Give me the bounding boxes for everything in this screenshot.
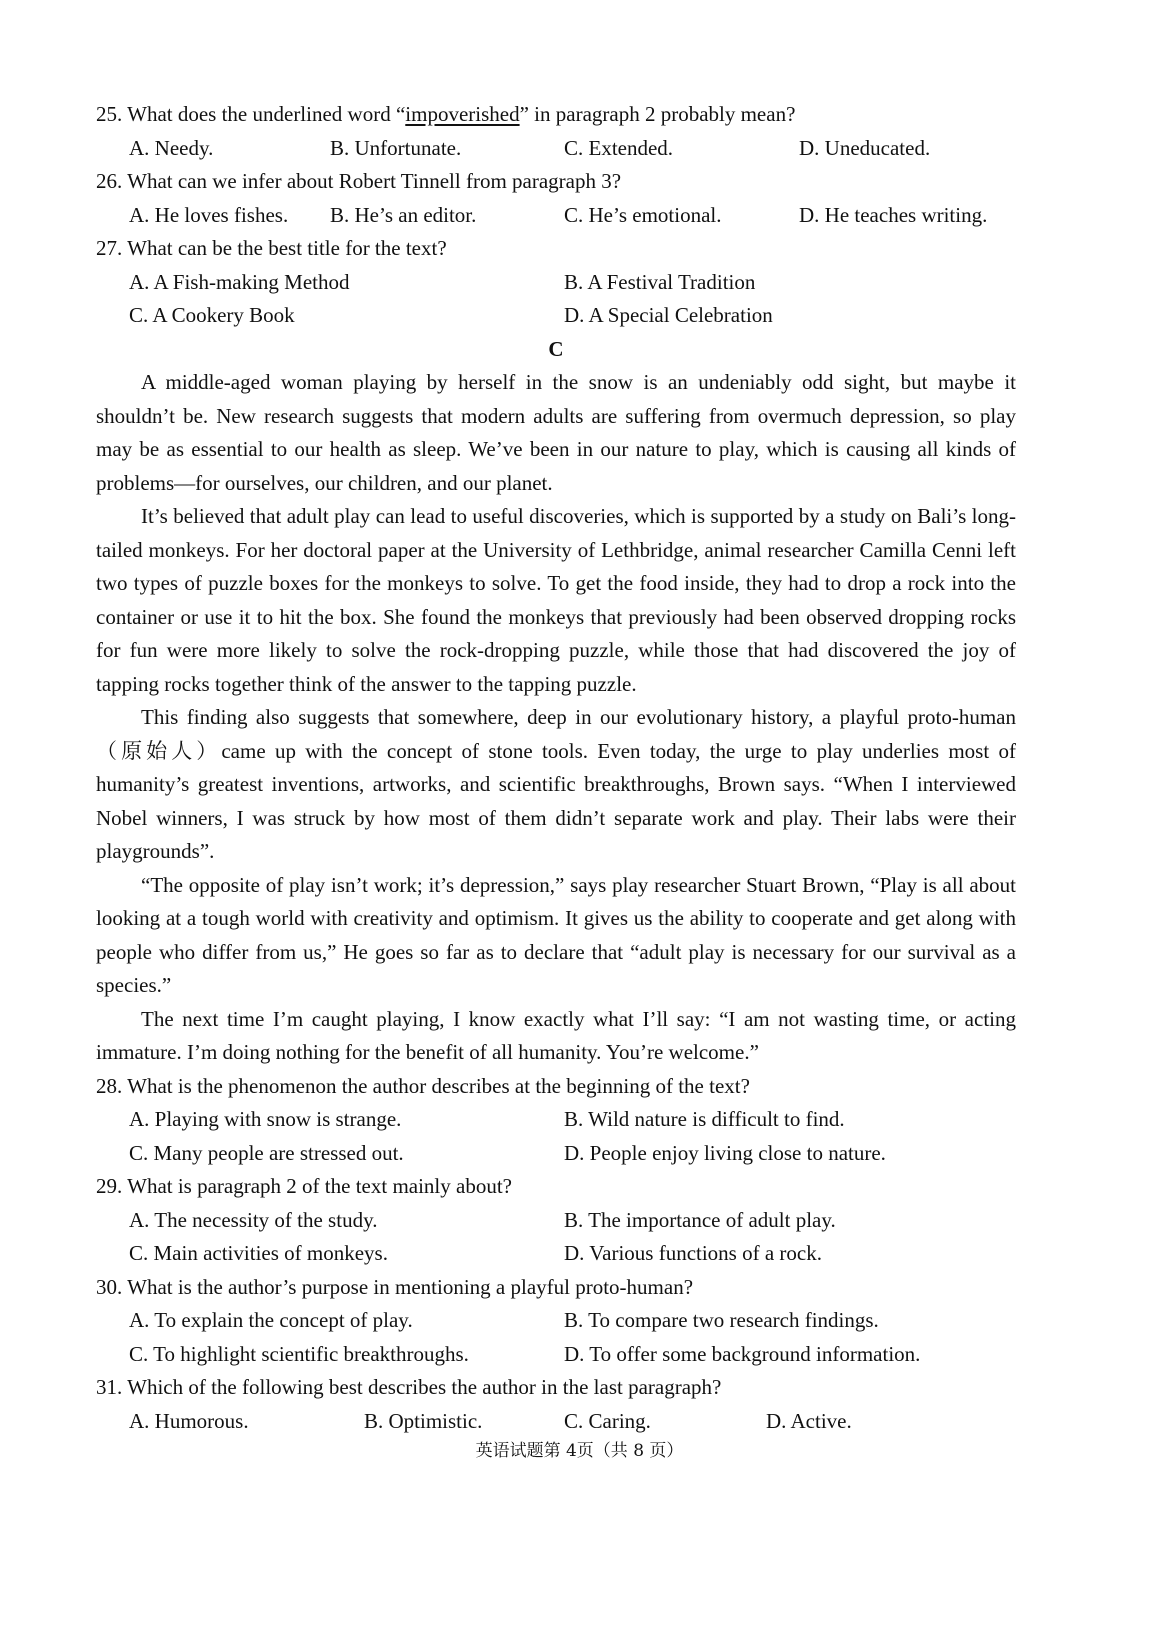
passage-paragraph: The next time I’m caught playing, I know exactly what I’ll say: “I am not wasting time, or acting immature. I’m doing nothing for the benefit of all humanity. You’re welcome.” [96,1006,1016,1064]
option-row [96,266,1016,300]
option-row [96,199,1016,233]
question-stem [96,232,1016,266]
page-footer: 英语试题第 4页（共 8 页） [475,1441,684,1461]
section-label: C [548,336,564,361]
option-row [96,1103,1016,1137]
option-c: C. Extended. [564,135,674,160]
question-stem [96,1170,1016,1204]
option-d: D. He teaches writing. [799,202,988,227]
option-b: B. Wild nature is difficult to find. [564,1107,845,1131]
option-row [96,1405,1016,1439]
stem-text: What is the phenomenon the author describes at the beginning of the text? [122,1073,750,1098]
option-c: C. Many people are stressed out. [129,1140,404,1165]
passage-paragraph: It’s believed that adult play can lead to useful discoveries, which is supported by a study on Bali’s long-tailed monkeys. For her doctoral paper at the University of Lethbridge, animal researcher Camilla Cenni left two types of puzzle boxes for the monkeys to solve. To get the food inside, they had to drop a rock into the container or use it to hit the box. She found the monkeys that previously had been observed dropping rocks for fun were more likely to solve the rock-dropping puzzle, while those that had discovered the joy of tapping rocks together think of the answer to the tapping puzzle. [96,504,1016,696]
question-number: 28. [96,1073,123,1098]
stem-text: What is paragraph 2 of the text mainly about? [122,1174,512,1198]
question-stem [96,98,1016,132]
stem-text: What can we infer about Robert Tinnell from paragraph 3? [122,169,622,193]
option-c: C. A Cookery Book [129,303,295,327]
option-d: D. Uneducated. [799,135,931,160]
option-row [96,1204,1016,1238]
option-d: D. People enjoy living close to nature. [564,1140,886,1165]
option-c: C. Main activities of monkeys. [129,1241,388,1265]
option-b: B. A Festival Tradition [564,269,756,294]
question-number: 29. [96,1174,123,1198]
option-c: C. He’s emotional. [564,202,722,227]
option-b: B. To compare two research findings. [564,1308,879,1332]
stem-text: What does the underlined word “ [122,102,406,126]
option-a: A. Needy. [129,135,214,160]
option-c: C. Caring. [564,1408,651,1433]
option-row [96,1137,1016,1171]
question-number: 26. [96,169,123,193]
option-row [96,299,1016,333]
option-a: A. Humorous. [129,1408,249,1433]
stem-text: What can be the best title for the text? [122,236,447,260]
question-number: 31. [96,1375,123,1399]
option-b: B. He’s an editor. [330,202,477,227]
option-c: C. To highlight scientific breakthroughs. [129,1341,469,1366]
option-d: D. Active. [766,1408,852,1433]
question-number: 25. [96,102,123,126]
option-a: A. The necessity of the study. [129,1207,378,1232]
option-row [96,1338,1016,1372]
option-row [96,132,1016,166]
option-row [96,1237,1016,1271]
option-a: A. Playing with snow is strange. [129,1107,402,1131]
option-d: D. To offer some background information. [564,1341,921,1366]
option-b: B. Unfortunate. [330,135,462,160]
passage-paragraph: “The opposite of play isn’t work; it’s depression,” says play researcher Stuart Brown, “Play is all about looking at a tough world with creativity and optimism. It gives us the ability to cooperate and get along with people who differ from us,” He goes so far as to declare that “adult play is necessary for our survival as a species.” [96,872,1016,997]
option-b: B. The importance of adult play. [564,1207,836,1232]
question-number: 30. [96,1274,123,1299]
question-stem [96,1371,1016,1405]
option-a: A. To explain the concept of play. [129,1308,413,1332]
page-content [96,98,1016,1438]
stem-text: What is the author’s purpose in mentioning a playful proto-human? [122,1274,694,1299]
stem-text: ” in paragraph 2 probably mean? [519,102,796,126]
option-a: A. He loves fishes. [129,202,289,227]
question-stem [96,1070,1016,1104]
option-b: B. Optimistic. [364,1408,483,1433]
underlined-word: impoverished [405,102,520,126]
option-row [96,1304,1016,1338]
question-number: 27. [96,236,123,260]
question-stem [96,165,1016,199]
question-stem [96,1271,1016,1305]
passage-paragraph: This finding also suggests that somewhere, deep in our evolutionary history, a playful proto-human（原始人）came up with the concept of stone tools. Even today, the urge to play underlies most of humanity’s greatest inventions, artworks, and scientific breakthroughs, Brown says. “When I interviewed Nobel winners, I was struck by how most of them didn’t separate work and play. Their labs were their playgrounds”. [96,705,1016,863]
option-d: D. A Special Celebration [564,303,773,327]
passage-paragraph: A middle-aged woman playing by herself in the snow is an undeniably odd sight, but maybe it shouldn’t be. New research suggests that modern adults are suffering from overmuch depression, so play may be as essential to our health as sleep. We’ve been in our nature to play, which is causing all kinds of problems—for ourselves, our children, and our planet. [96,370,1016,495]
option-d: D. Various functions of a rock. [564,1241,822,1265]
option-a: A. A Fish-making Method [129,269,350,294]
stem-text: Which of the following best describes the author in the last paragraph? [122,1375,722,1399]
